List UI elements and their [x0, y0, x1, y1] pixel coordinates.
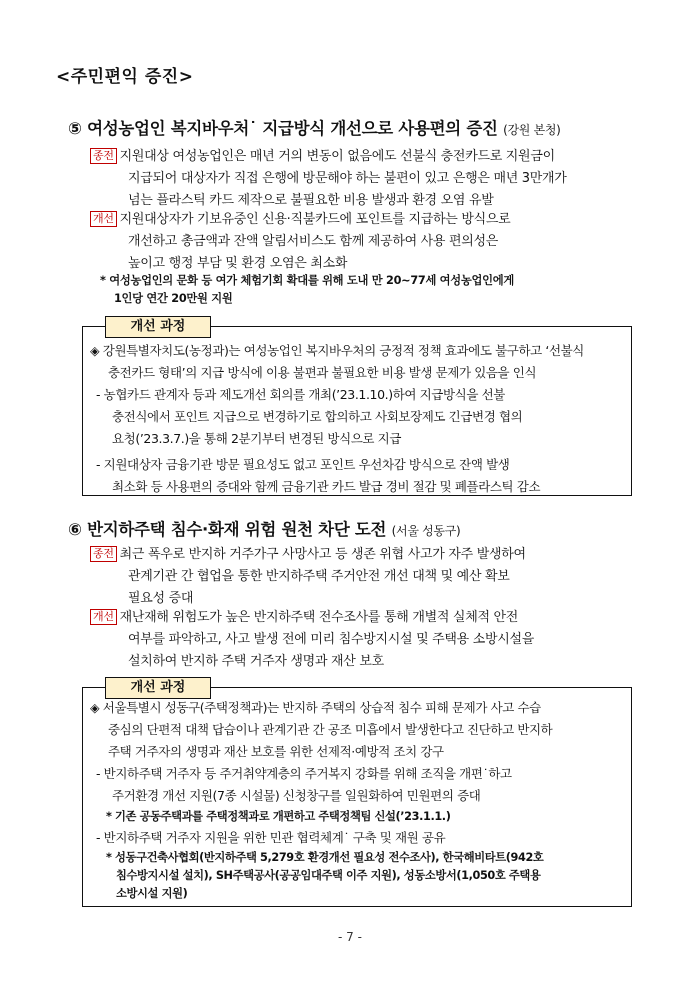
process-note: * 기존 공동주택과를 주택정책과로 개편하고 주택정책팀 신설(’23.1.1.): [106, 810, 451, 823]
item5-problem-tag: 종전: [90, 148, 117, 164]
item5-improve-line: 지원대상자가 기보유중인 신용·직불카드에 포인트를 지급하는 방식으로: [119, 212, 511, 227]
process-dash-item: - 지원대상자 금융기관 방문 필요성도 없고 포인트 우선차감 방식으로 잔액 발생: [96, 457, 510, 472]
item5-process-content: [90, 340, 626, 498]
item5-number: ⑤: [68, 119, 82, 138]
item5-improve-line: 개선하고 총금액과 잔액 알림서비스도 함께 제공하여 사용 편의성은: [128, 234, 499, 249]
item6-process-label: 개선 과정: [105, 677, 211, 699]
item5-problem-line: 지원대상 여성농업인은 매년 거의 변동이 없음에도 선불식 충전카드로 지원금이: [119, 149, 555, 164]
item6-problem-line: 최근 폭우로 반지하 거주가구 사망사고 등 생존 위협 사고가 자주 발생하여: [119, 547, 526, 562]
process-line: 중심의 단편적 대책 답습이나 관계기관 간 공조 미흡에서 발생한다고 진단하고 반지하: [108, 722, 553, 737]
item6-improve-line: 여부를 파악하고, 사고 발생 전에 미리 침수방지시설 및 주택용 소방시설을: [128, 632, 535, 647]
item6-problem: [90, 544, 640, 610]
item5-problem-line: 지급되어 대상자가 직접 은행에 방문해야 하는 불편이 있고 은행은 매년 3만개가: [128, 171, 567, 186]
item6-location: (서울 성동구): [391, 524, 461, 538]
item5-footnote: [100, 272, 640, 308]
process-dash-item: - 농협카드 관계자 등과 제도개선 회의를 개최(’23.1.10.)하여 지급방식을 선불: [96, 387, 505, 402]
process-line: 주거환경 개선 지원(7종 시설물) 신청창구를 일원화하여 민원편의 증대: [112, 788, 481, 803]
item6-number: ⑥: [68, 520, 82, 539]
section-title: <주민편익 증진>: [56, 67, 194, 87]
item5-improve-tag: 개선: [90, 211, 117, 227]
item6-improve-tag: 개선: [90, 609, 117, 625]
item5-problem: [90, 146, 640, 212]
item6-problem-line: 관계기관 간 협업을 통한 반지하주택 주거안전 개선 대책 및 예산 확보: [128, 569, 510, 584]
item5-title: 여성농업인 복지바우처˙ 지급방식 개선으로 사용편의 증진: [87, 119, 498, 138]
process-note: 침수방지시설 설치), SH주택공사(공공임대주택 이주 지원), 성동소방서(1,050호 주택용: [116, 869, 541, 882]
item6-problem-line: 필요성 증대: [128, 591, 194, 606]
item6-problem-tag: 종전: [90, 546, 117, 562]
process-dash-item: - 반지하주택 거주자 지원을 위한 민관 협력체계˙ 구축 및 재원 공유: [96, 830, 446, 845]
process-line: 최소화 등 사용편의 증대와 함께 금융기관 카드 발급 경비 절감 및 폐플라스틱 감소: [112, 479, 541, 494]
process-note: * 성동구건축사협회(반지하주택 5,279호 환경개선 필요성 전수조사), 한국해비타트(942호: [106, 851, 544, 864]
item5-improvement: [90, 209, 640, 275]
item6-improve-line: 설치하여 반지하 주택 거주자 생명과 재산 보호: [128, 654, 384, 669]
item5-improve-line: 높이고 행정 부담 및 환경 오염은 최소화: [128, 256, 348, 271]
item6-title: 반지하주택 침수·화재 위험 원천 차단 도전: [87, 520, 387, 539]
item6-improve-line: 재난재해 위험도가 높은 반지하주택 전수조사를 통해 개별적 실체적 안전: [119, 610, 519, 625]
item5-problem-line: 넘는 플라스틱 카드 제작으로 불필요한 비용 발생과 환경 오염 유발: [128, 193, 494, 208]
item6-heading: [68, 516, 460, 540]
process-note: 소방시설 지원): [116, 887, 188, 900]
process-line: 충전식에서 포인트 지급으로 변경하기로 합의하고 사회보장제도 긴급변경 협의: [112, 409, 523, 424]
process-bullet: ◈ 서울특별시 성동구(주택정책과)는 반지하 주택의 상습적 침수 피해 문제가 사고 수습: [90, 700, 541, 715]
item5-process-label: 개선 과정: [105, 316, 211, 338]
item6-process-content: [90, 697, 626, 903]
footnote-line: 1인당 연간 20만원 지원: [114, 292, 233, 305]
process-line: 주택 거주자의 생명과 재산 보호를 위한 선제적·예방적 조치 강구: [108, 744, 444, 759]
process-line: 요청(’23.3.7.)을 통해 2분기부터 변경된 방식으로 지급: [112, 431, 402, 446]
process-bullet: ◈ 강원특별자치도(농정과)는 여성농업인 복지바우처의 긍정적 정책 효과에도 불구하고 ‘선불식: [90, 343, 584, 358]
item5-heading: [68, 115, 561, 139]
item6-improvement: [90, 607, 640, 673]
footnote-line: * 여성농업인의 문화 등 여가 체험기회 확대를 위해 도내 만 20~77세 여성농업인에게: [100, 274, 514, 287]
process-dash-item: - 반지하주택 거주자 등 주거취약계층의 주거복지 강화를 위해 조직을 개편˙하고: [96, 766, 512, 781]
page-number: - 7 -: [338, 930, 362, 944]
item5-location: (강원 본청): [503, 123, 561, 137]
process-line: 충전카드 형태’의 지급 방식에 이용 불편과 불필요한 비용 발생 문제가 있음을 인식: [108, 365, 537, 380]
